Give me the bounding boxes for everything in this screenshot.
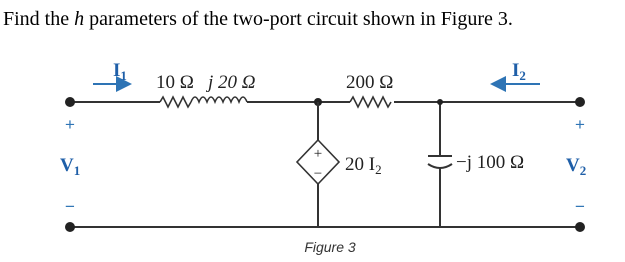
resistor-200-ohm <box>350 97 391 107</box>
terminal-2-top <box>575 97 585 107</box>
inductor-j20-ohm <box>191 97 247 102</box>
h-parameter-symbol: h <box>74 8 85 30</box>
inductor-j20-ohm-label: j 20 Ω <box>208 72 256 93</box>
port1-minus-sign: − <box>65 197 75 216</box>
capacitor-plate-bottom <box>428 164 452 168</box>
problem-text-suffix: parameters of the two-port circuit shown in Figure 3. <box>84 8 513 30</box>
current-i2-label: $I_2$ <box>512 60 526 83</box>
source-minus-sign: − <box>313 166 323 182</box>
source-plus-sign: + <box>313 146 323 162</box>
terminal-1-top <box>65 97 75 107</box>
terminal-2-bottom <box>575 222 585 232</box>
port1-plus-sign: + <box>65 115 75 134</box>
problem-text-prefix: Find the <box>3 8 75 30</box>
resistor-200-ohm-label: 200 Ω <box>346 72 394 93</box>
port2-voltage-label: $V_2$ <box>566 155 587 178</box>
source-value-label: 20 $I_2$ <box>345 154 382 177</box>
resistor-10-ohm-label: 10 Ω <box>156 72 194 93</box>
current-i1-label: $I_1$ <box>113 60 127 83</box>
port2-minus-sign: − <box>575 197 585 216</box>
terminal-1-bottom <box>65 222 75 232</box>
port1-voltage-label: $V_1$ <box>60 155 81 178</box>
resistor-10-ohm <box>160 97 191 107</box>
capacitor-value-label: −j 100 Ω <box>456 152 525 173</box>
node-dot-capacitor <box>437 99 443 105</box>
figure-caption: Figure 3 <box>304 239 356 255</box>
port2-plus-sign: + <box>575 115 585 134</box>
